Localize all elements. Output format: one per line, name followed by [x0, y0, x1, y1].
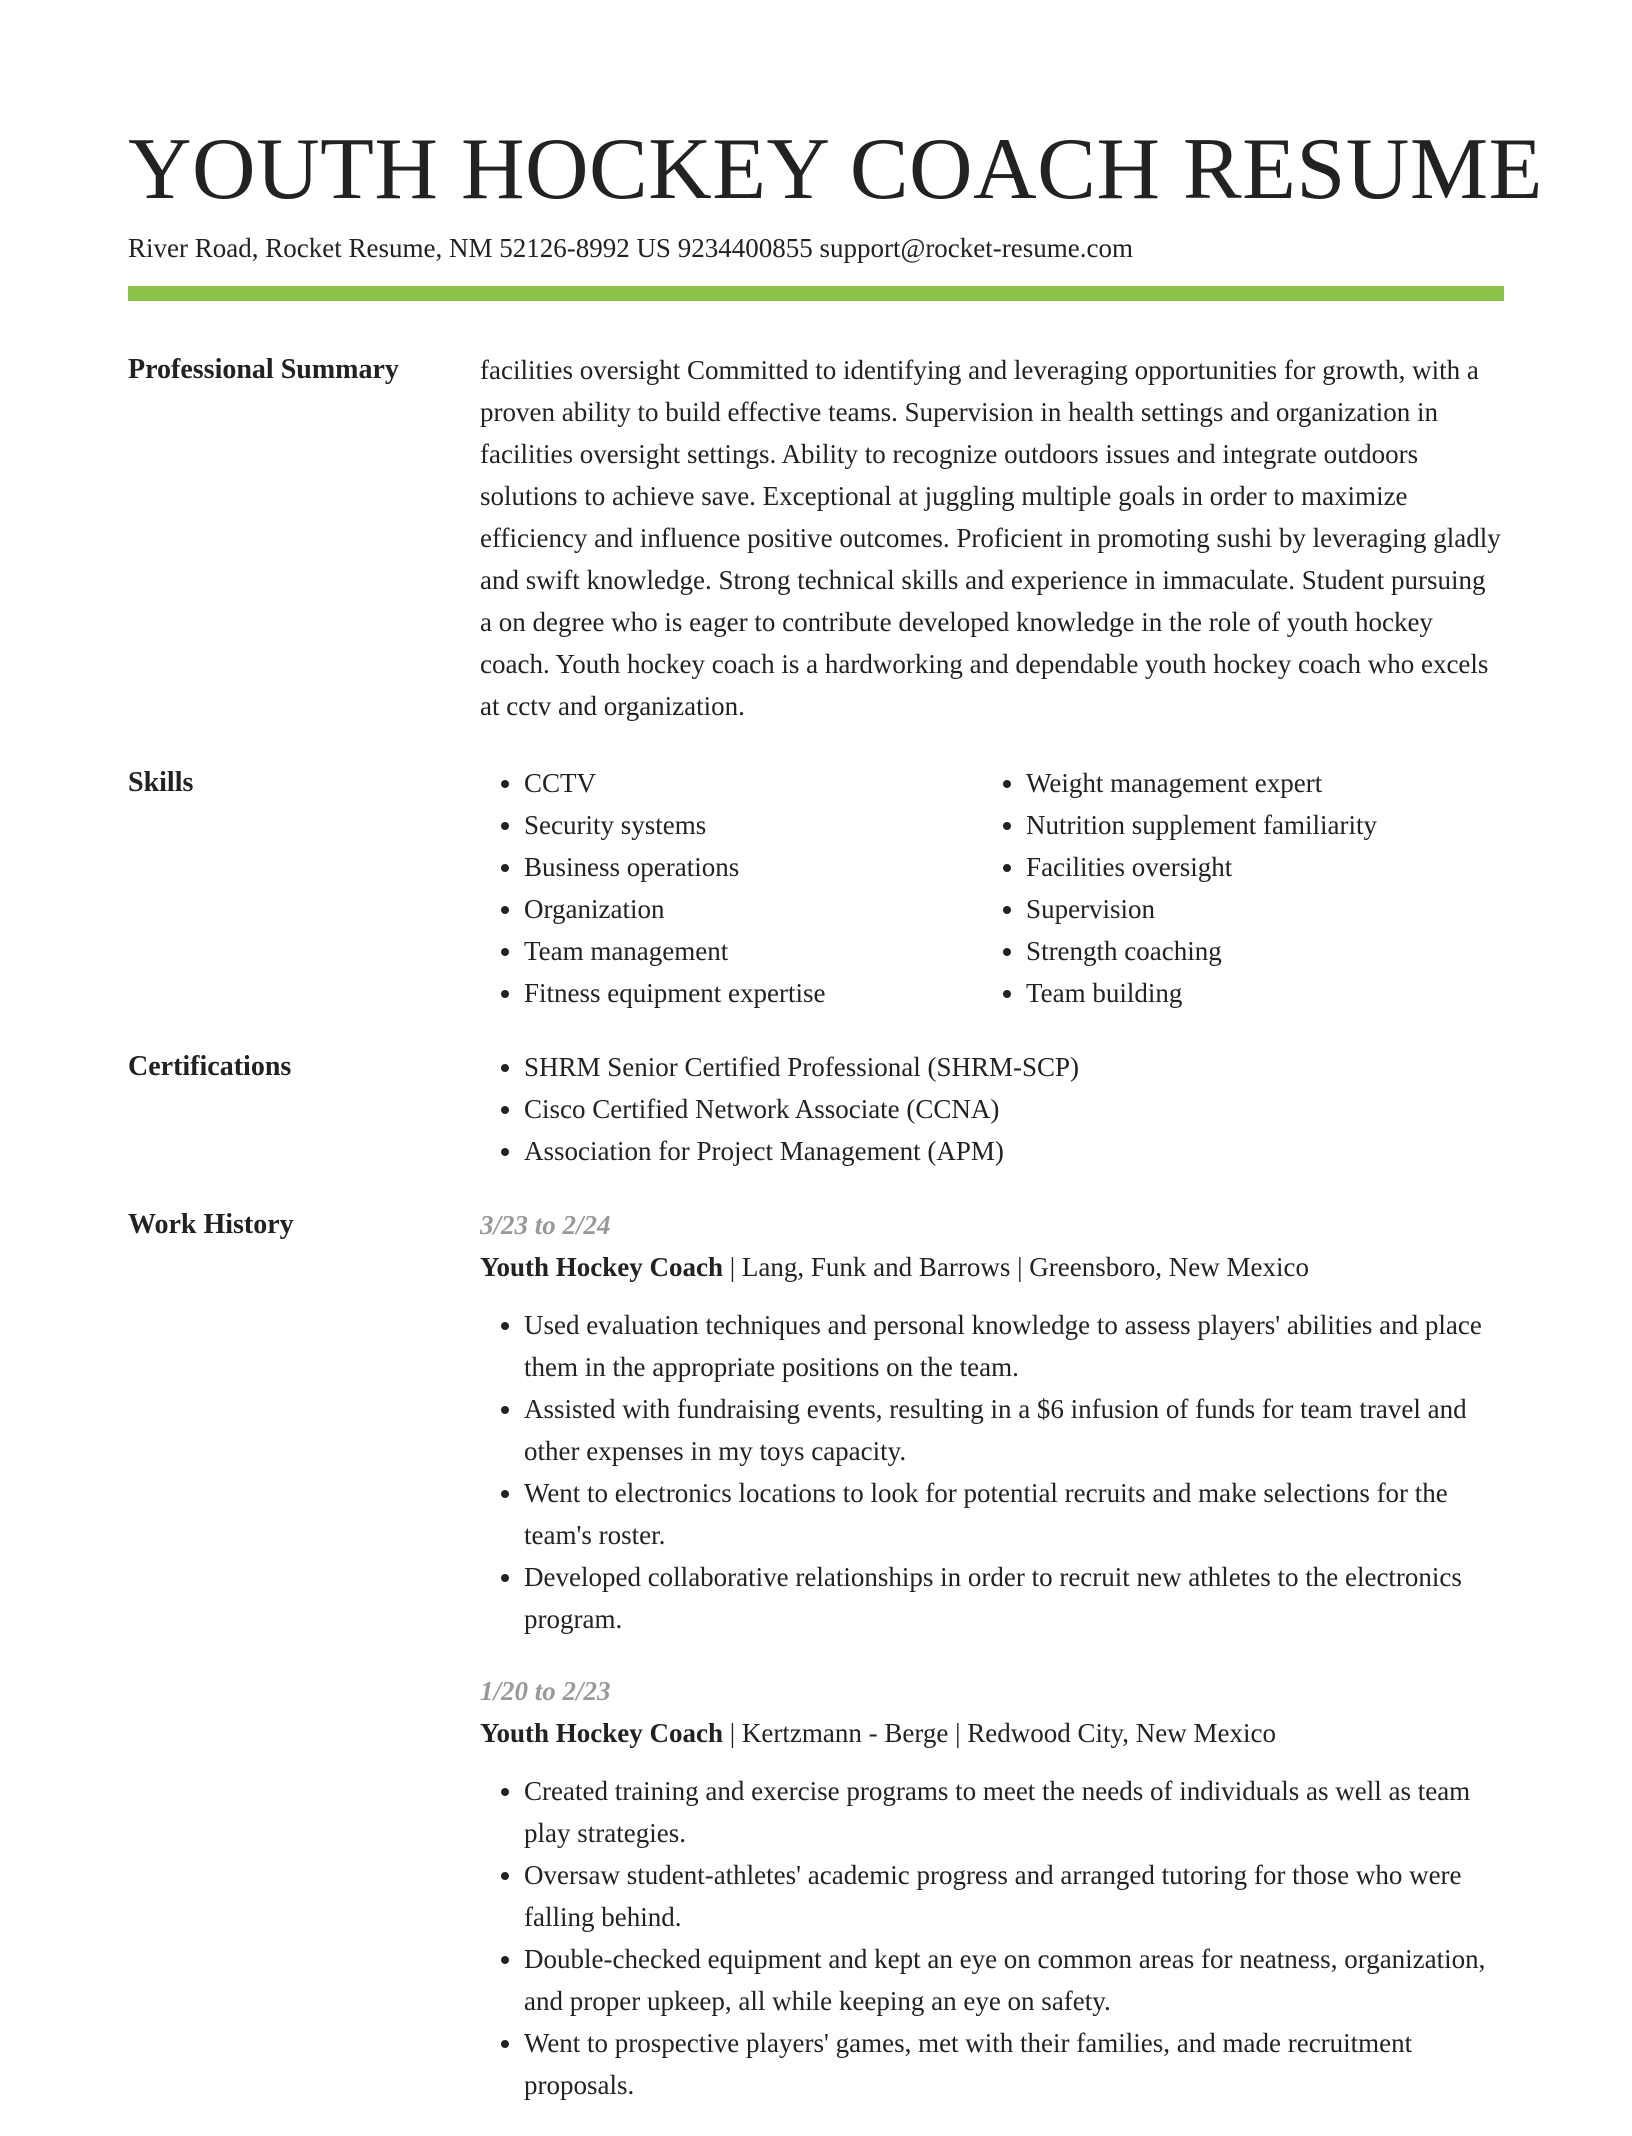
list-item: • Double-checked equipment and kept an eye on common areas for neatness, organization, and proper upkeep, all while keeping an eye on safety. [524, 1938, 1504, 2022]
skills-heading: Skills [128, 767, 194, 798]
list-item: • Oversaw student-athletes' academic progress and arranged tutoring for those who were falling behind. [524, 1854, 1504, 1938]
list-item: • Cisco Certified Network Associate (CCNA) [524, 1088, 1504, 1130]
job-dates: 3/23 to 2/24 [480, 1210, 611, 1240]
list-item: • Business operations [524, 846, 982, 888]
skills-list-left [480, 762, 982, 1014]
accent-divider [128, 286, 1504, 301]
certifications-body [480, 1046, 1504, 1172]
list-item: • Team building [1026, 972, 1504, 1014]
list-item: • Supervision [1026, 888, 1504, 930]
list-item: • Security systems [524, 804, 982, 846]
summary-body [480, 349, 1504, 727]
job-employer-location: | Kertzmann - Berge | Redwood City, New Mexico [723, 1718, 1276, 1748]
list-item: • Went to prospective players' games, met with their families, and made recruitment proposals. [524, 2022, 1504, 2106]
work-history-heading: Work History [128, 1209, 294, 1240]
job-heading [480, 1246, 1504, 1288]
list-item: • SHRM Senior Certified Professional (SHRM-SCP) [524, 1046, 1504, 1088]
list-item: • Organization [524, 888, 982, 930]
list-item: • Facilities oversight [1026, 846, 1504, 888]
resume-title: YOUTH HOCKEY COACH RESUME [128, 121, 1543, 218]
list-item: • Nutrition supplement familiarity [1026, 804, 1504, 846]
job-entry [480, 1204, 1504, 1640]
certifications-heading: Certifications [128, 1051, 292, 1082]
list-item: • CCTV [524, 762, 982, 804]
summary-text: facilities oversight Committed to identifying and leveraging opportunities for growth, with a proven ability to build effective teams. Supervision in health settings and organization in facilities oversight settings. Ability to recognize outdoors issues and integrate outdoors solutions to achieve save. Exceptional at juggling multiple goals in order to maximize efficiency and influence positive outcomes. Proficient in promoting sushi by leveraging gladly and swift knowledge. Strong technical skills and experience in immaculate. Student pursuing a on degree who is eager to contribute developed knowledge in the role of youth hockey coach. Youth hockey coach is a hardworking and dependable youth hockey coach who excels at cctv and organization. [480, 355, 1501, 721]
certifications-list [480, 1046, 1504, 1172]
list-item: • Used evaluation techniques and personal knowledge to assess players' abilities and place them in the appropriate positions on the team. [524, 1304, 1504, 1388]
job-title: Youth Hockey Coach [480, 1252, 724, 1282]
job-entry [480, 1670, 1504, 2106]
list-item: • Assisted with fundraising events, resulting in a $6 infusion of funds for team travel and other expenses in my toys capacity. [524, 1388, 1504, 1472]
list-item: • Weight management expert [1026, 762, 1504, 804]
list-item: • Team management [524, 930, 982, 972]
list-item: • Strength coaching [1026, 930, 1504, 972]
list-item: • Created training and exercise programs to meet the needs of individuals as well as team play strategies. [524, 1770, 1504, 1854]
job-employer-location: | Lang, Funk and Barrows | Greensboro, New Mexico [723, 1252, 1309, 1282]
list-item: • Fitness equipment expertise [524, 972, 982, 1014]
summary-heading: Professional Summary [128, 354, 399, 385]
list-item: • Association for Project Management (APM) [524, 1130, 1504, 1172]
job-title: Youth Hockey Coach [480, 1718, 724, 1748]
skills-list-right [982, 762, 1504, 1014]
contact-line: River Road, Rocket Resume, NM 52126-8992 US 9234400855 support@rocket-resume.com [128, 233, 1133, 263]
job-duties-list [480, 1304, 1504, 1640]
list-item: • Went to electronics locations to look for potential recruits and make selections for the team's roster. [524, 1472, 1504, 1556]
list-item: • Developed collaborative relationships in order to recruit new athletes to the electronics program. [524, 1556, 1504, 1640]
job-heading [480, 1712, 1504, 1754]
work-history-body [480, 1204, 1504, 2136]
job-duties-list [480, 1770, 1504, 2106]
skills-body [480, 762, 1504, 1014]
job-dates: 1/20 to 2/23 [480, 1676, 611, 1706]
